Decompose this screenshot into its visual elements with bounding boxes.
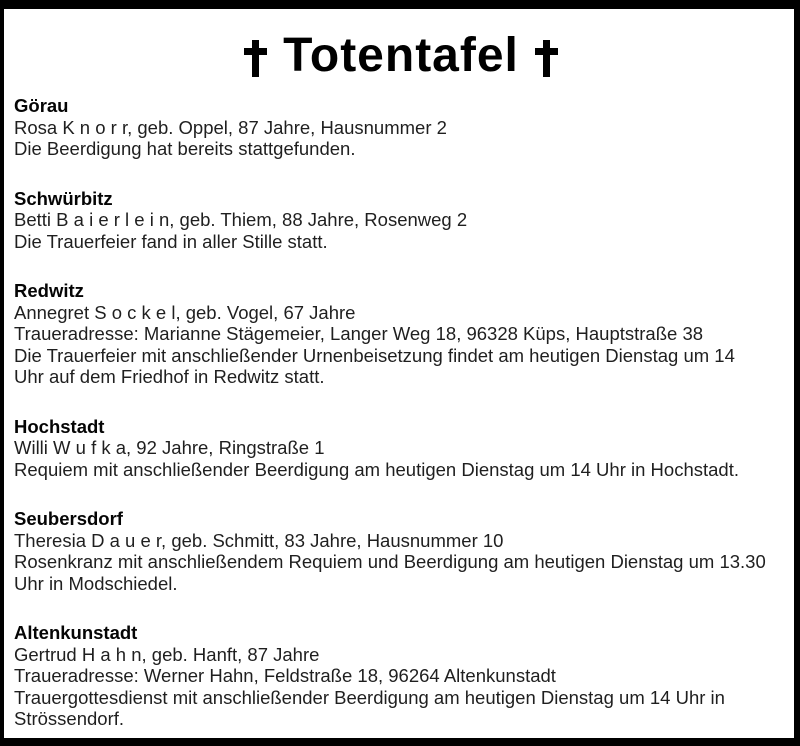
entry-city-heading: Schwürbitz (14, 187, 113, 209)
cross-icon (535, 40, 558, 77)
entry-city-heading: Görau (14, 95, 69, 116)
obituary-entry (14, 622, 788, 730)
entry-line: Rosa K n o r r, geb. Oppel, 87 Jahre, Hausnummer 2 (14, 116, 447, 138)
obituary-entry (14, 508, 788, 594)
entry-line: Traueradresse: Werner Hahn, Feldstraße 18, 96264 Altenkunstadt (14, 665, 556, 686)
entry-line: Trauergottesdienst mit anschließender Beerdigung am heutigen Dienstag um 14 Uhr in (14, 686, 725, 708)
entry-line: Gertrud H a h n, geb. Hanft, 87 Jahre (14, 643, 320, 665)
obituary-entry (14, 188, 788, 253)
cross-icon (244, 40, 267, 77)
entry-line: Requiem mit anschließender Beerdigung am heutigen Dienstag um 14 Uhr in Hochstadt. (14, 458, 739, 480)
entry-line: Rosenkranz mit anschließendem Requiem und Beerdigung am heutigen Dienstag um 13.30 (14, 551, 766, 572)
obituary-entry (14, 280, 788, 388)
entry-line: Die Trauerfeier mit anschließender Urnenbeisetzung findet am heutigen Dienstag um 14 (14, 344, 735, 366)
entry-line: Die Beerdigung hat bereits stattgefunden. (14, 138, 356, 159)
obituary-list (14, 95, 788, 730)
entry-line: Uhr in Modschiedel. (14, 572, 178, 594)
entry-city-heading: Altenkunstadt (14, 622, 138, 643)
entry-line: Traueradresse: Marianne Stägemeier, Langer Weg 18, 96328 Küps, Hauptstraße 38 (14, 323, 704, 344)
entry-city-heading: Redwitz (14, 280, 84, 301)
entry-line: Strössendorf. (14, 708, 125, 729)
entry-city-heading: Seubersdorf (14, 508, 123, 529)
entry-line: Uhr auf dem Friedhof in Redwitz statt. (14, 366, 325, 387)
entry-line: Willi W u f k a, 92 Jahre, Ringstraße 1 (14, 437, 325, 458)
title-row (14, 29, 788, 82)
entry-line: Theresia D a u e r, geb. Schmitt, 83 Jahre, Hausnummer 10 (14, 529, 504, 551)
page-title: Totentafel (283, 29, 519, 82)
entry-city-heading: Hochstadt (14, 415, 105, 437)
entry-line: Annegret S o c k e l, geb. Vogel, 67 Jahre (14, 301, 356, 323)
obituary-entry (14, 95, 788, 160)
entry-line: Betti B a i e r l e i n, geb. Thiem, 88 Jahre, Rosenweg 2 (14, 209, 468, 230)
entry-line: Die Trauerfeier fand in aller Stille statt. (14, 230, 328, 252)
obituary-entry (14, 416, 788, 481)
